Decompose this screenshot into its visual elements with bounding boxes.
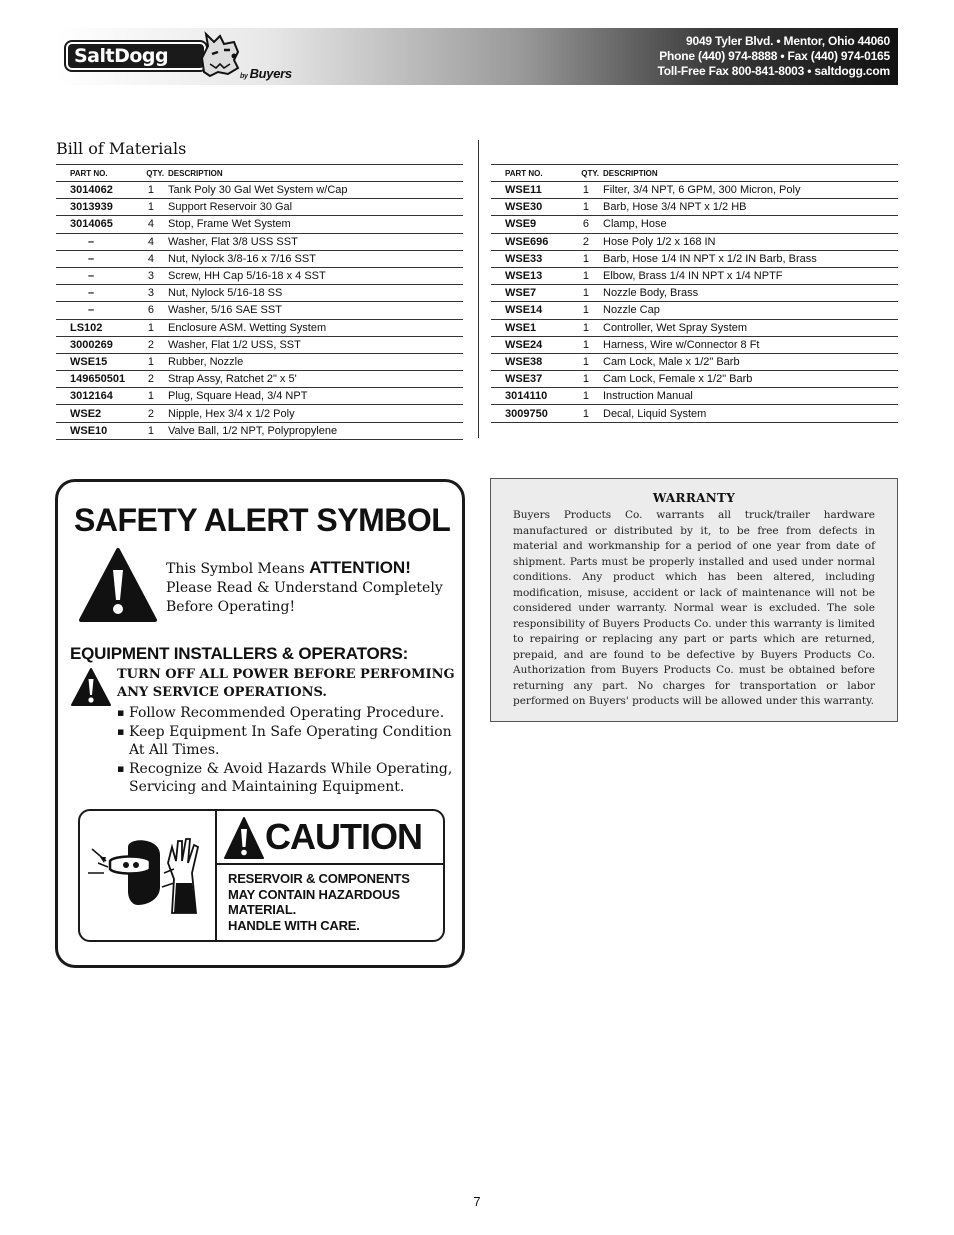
- quantity: 1: [575, 182, 603, 199]
- quantity: 1: [575, 302, 603, 319]
- part-number: WSE15: [56, 353, 140, 370]
- bom-row: [56, 250, 463, 267]
- quantity: 4: [140, 233, 168, 250]
- means-rest: Please Read & Understand Completely Before Operating!: [166, 580, 443, 615]
- description: Nut, Nylock 5/16-18 SS: [168, 285, 463, 302]
- bom-row: [56, 371, 463, 388]
- saltdogg-logo: [66, 36, 346, 82]
- bom-row: [56, 182, 463, 199]
- description: Stop, Frame Wet System: [168, 216, 463, 233]
- description: Washer, 5/16 SAE SST: [168, 302, 463, 319]
- description: Strap Assy, Ratchet 2" x 5': [168, 371, 463, 388]
- description: Elbow, Brass 1/4 IN NPT x 1/4 NPTF: [603, 267, 898, 284]
- part-no-header: PART NO.: [491, 165, 575, 182]
- bom-column-divider: [478, 140, 479, 438]
- caution-line: HANDLE WITH CARE.: [228, 917, 360, 933]
- bom-row: [491, 199, 898, 216]
- description-header: DESCRIPTION: [603, 165, 898, 182]
- page-header: [56, 28, 898, 85]
- caution-message: [228, 871, 440, 933]
- logo-text: SaltDogg: [74, 45, 169, 67]
- description: Decal, Liquid System: [603, 405, 898, 422]
- goggles-gloves-icon: [88, 833, 208, 915]
- part-number: 3013939: [56, 199, 140, 216]
- quantity: 1: [575, 267, 603, 284]
- part-number: WSE13: [491, 267, 575, 284]
- description: Screw, HH Cap 5/16-18 x 4 SST: [168, 267, 463, 284]
- description-header: DESCRIPTION: [168, 165, 463, 182]
- safety-bullets: [117, 704, 457, 797]
- bom-row: [56, 353, 463, 370]
- description: Instruction Manual: [603, 388, 898, 405]
- quantity: 1: [575, 353, 603, 370]
- part-number: –: [56, 233, 140, 250]
- description: Barb, Hose 1/4 IN NPT x 1/2 IN Barb, Brass: [603, 250, 898, 267]
- description: Nozzle Cap: [603, 302, 898, 319]
- description: Valve Ball, 1/2 NPT, Polypropylene: [168, 422, 463, 439]
- quantity: 1: [140, 353, 168, 370]
- bom-row: [491, 319, 898, 336]
- description: Washer, Flat 3/8 USS SST: [168, 233, 463, 250]
- description: Nipple, Hex 3/4 x 1/2 Poly: [168, 405, 463, 422]
- safety-title: SAFETY ALERT SYMBOL: [74, 502, 451, 538]
- bom-table-left: [56, 164, 463, 440]
- part-number: 3014062: [56, 182, 140, 199]
- bom-row: [491, 353, 898, 370]
- part-number: 3014065: [56, 216, 140, 233]
- description: Harness, Wire w/Connector 8 Ft: [603, 336, 898, 353]
- part-number: WSE1: [491, 319, 575, 336]
- quantity: 1: [575, 199, 603, 216]
- bom-row: [491, 285, 898, 302]
- bom-row: [491, 250, 898, 267]
- logo-buyers: [240, 66, 292, 81]
- quantity: 6: [140, 302, 168, 319]
- bom-row: [491, 267, 898, 284]
- part-number: WSE7: [491, 285, 575, 302]
- part-number: 3012164: [56, 388, 140, 405]
- bom-header-row: [491, 165, 898, 182]
- quantity: 1: [140, 319, 168, 336]
- quantity: 2: [140, 405, 168, 422]
- warning-triangle-icon: [78, 546, 158, 624]
- qty-header: QTY.: [575, 165, 603, 182]
- part-number: WSE696: [491, 233, 575, 250]
- ppe-section: [80, 811, 217, 940]
- part-number: WSE24: [491, 336, 575, 353]
- safety-bullet: ▪ Keep Equipment In Safe Operating Condition At All Times.: [117, 723, 457, 760]
- safety-bullet: ▪ Recognize & Avoid Hazards While Operating, Servicing and Maintaining Equipment.: [117, 760, 457, 797]
- part-number: WSE37: [491, 371, 575, 388]
- description: Rubber, Nozzle: [168, 353, 463, 370]
- quantity: 1: [140, 388, 168, 405]
- quantity: 4: [140, 250, 168, 267]
- bom-row: [56, 302, 463, 319]
- bom-row: [56, 319, 463, 336]
- phone-line: Phone (440) 974-8888 • Fax (440) 974-0165: [659, 49, 890, 63]
- caution-label: [78, 809, 445, 942]
- quantity: 1: [575, 336, 603, 353]
- quantity: 1: [575, 388, 603, 405]
- part-no-header: PART NO.: [56, 165, 140, 182]
- description: Barb, Hose 3/4 NPT x 1/2 HB: [603, 199, 898, 216]
- bom-row: [491, 182, 898, 199]
- bom-row: [491, 233, 898, 250]
- description: Nut, Nylock 3/8-16 x 7/16 SST: [168, 250, 463, 267]
- description: Cam Lock, Female x 1/2" Barb: [603, 371, 898, 388]
- address-line: 9049 Tyler Blvd. • Mentor, Ohio 44060: [686, 34, 890, 48]
- part-number: WSE10: [56, 422, 140, 439]
- description: Enclosure ASM. Wetting System: [168, 319, 463, 336]
- bom-row: [491, 336, 898, 353]
- bom-row: [56, 405, 463, 422]
- bom-row: [56, 199, 463, 216]
- bom-header-row: [56, 165, 463, 182]
- part-number: 3000269: [56, 336, 140, 353]
- bom-right-body: [491, 182, 898, 423]
- page-number: 7: [473, 1194, 481, 1209]
- symbol-meaning: [166, 558, 456, 617]
- power-off-warning: TURN OFF ALL POWER BEFORE PERFOMING ANY SERVICE OPERATIONS.: [117, 667, 455, 700]
- part-number: WSE33: [491, 250, 575, 267]
- quantity: 1: [140, 199, 168, 216]
- quantity: 3: [140, 285, 168, 302]
- bom-row: [56, 285, 463, 302]
- bom-table-right: [491, 164, 898, 423]
- caution-header: [217, 811, 443, 865]
- bom-row: [56, 216, 463, 233]
- description: Support Reservoir 30 Gal: [168, 199, 463, 216]
- quantity: 1: [140, 182, 168, 199]
- caution-line: RESERVOIR & COMPONENTS: [228, 871, 410, 886]
- contact-info: [657, 34, 890, 79]
- logo-by: by: [240, 73, 248, 80]
- bom-row: [56, 233, 463, 250]
- quantity: 2: [575, 233, 603, 250]
- dog-mascot-icon: [198, 28, 242, 78]
- bom-left-body: [56, 182, 463, 440]
- caution-line: MATERIAL.: [228, 902, 297, 917]
- bom-row: [491, 302, 898, 319]
- part-number: WSE2: [56, 405, 140, 422]
- caution-word: CAUTION: [265, 816, 422, 857]
- description: Plug, Square Head, 3/4 NPT: [168, 388, 463, 405]
- part-number: –: [56, 250, 140, 267]
- warning-triangle-small-icon: [70, 667, 112, 707]
- quantity: 1: [575, 285, 603, 302]
- part-number: WSE30: [491, 199, 575, 216]
- quantity: 1: [575, 371, 603, 388]
- bom-row: [491, 371, 898, 388]
- means-prefix: This Symbol Means: [166, 561, 310, 577]
- bom-row: [56, 422, 463, 439]
- quantity: 2: [140, 336, 168, 353]
- description: Washer, Flat 1/2 USS, SST: [168, 336, 463, 353]
- part-number: –: [56, 302, 140, 319]
- qty-header: QTY.: [140, 165, 168, 182]
- attention-word: ATTENTION!: [309, 558, 411, 577]
- bom-row: [56, 388, 463, 405]
- tollfree-line: Toll-Free Fax 800-841-8003 • saltdogg.com: [657, 64, 890, 78]
- bom-row: [491, 216, 898, 233]
- part-number: 3014110: [491, 388, 575, 405]
- warranty-body: Buyers Products Co. warrants all truck/trailer hardware manufactured or distributed by it, to be free from defects in material and workmanship for a period of one year from date of shipment. Parts must be properly installed and used under normal conditions. Any product which has been altered, including modification, misuse, accident or lack of maintenance will not be considered under warranty. Normal wear is excluded. The sole responsibility of Buyers Products Co. under this warranty is limited to repairing or replacing any part or parts which are returned, prepaid, and are found to be defective by Buyers Products Co. Authorization from Buyers Products Co. must be obtained before returning any part. No charges for transportation or labor performed on Buyers' products will be allowed under this warranty.: [513, 509, 875, 707]
- warranty-title: WARRANTY: [652, 491, 736, 505]
- part-number: WSE38: [491, 353, 575, 370]
- description: Nozzle Body, Brass: [603, 285, 898, 302]
- quantity: 1: [575, 319, 603, 336]
- quantity: 1: [575, 405, 603, 422]
- part-number: 149650501: [56, 371, 140, 388]
- part-number: 3009750: [491, 405, 575, 422]
- bom-title: Bill of Materials: [56, 139, 187, 158]
- description: Cam Lock, Male x 1/2" Barb: [603, 353, 898, 370]
- warranty-box: [490, 478, 898, 722]
- description: Hose Poly 1/2 x 168 IN: [603, 233, 898, 250]
- quantity: 2: [140, 371, 168, 388]
- description: Filter, 3/4 NPT, 6 GPM, 300 Micron, Poly: [603, 182, 898, 199]
- bom-row: [56, 267, 463, 284]
- quantity: 6: [575, 216, 603, 233]
- quantity: 1: [140, 422, 168, 439]
- caution-triangle-icon: [223, 816, 265, 860]
- safety-bullet: ▪ Follow Recommended Operating Procedure.: [117, 704, 457, 723]
- bom-row: [491, 405, 898, 422]
- description: Tank Poly 30 Gal Wet System w/Cap: [168, 182, 463, 199]
- logo-badge: [66, 42, 206, 70]
- bom-row: [56, 336, 463, 353]
- quantity: 1: [575, 250, 603, 267]
- part-number: WSE9: [491, 216, 575, 233]
- part-number: –: [56, 267, 140, 284]
- description: Clamp, Hose: [603, 216, 898, 233]
- logo-buyers-text: Buyers: [249, 66, 292, 81]
- part-number: WSE14: [491, 302, 575, 319]
- part-number: –: [56, 285, 140, 302]
- equipment-heading: EQUIPMENT INSTALLERS & OPERATORS:: [70, 644, 409, 663]
- bom-row: [491, 388, 898, 405]
- part-number: LS102: [56, 319, 140, 336]
- description: Controller, Wet Spray System: [603, 319, 898, 336]
- quantity: 4: [140, 216, 168, 233]
- quantity: 3: [140, 267, 168, 284]
- caution-line: MAY CONTAIN HAZARDOUS: [228, 886, 400, 902]
- part-number: WSE11: [491, 182, 575, 199]
- safety-alert-panel: [55, 479, 465, 968]
